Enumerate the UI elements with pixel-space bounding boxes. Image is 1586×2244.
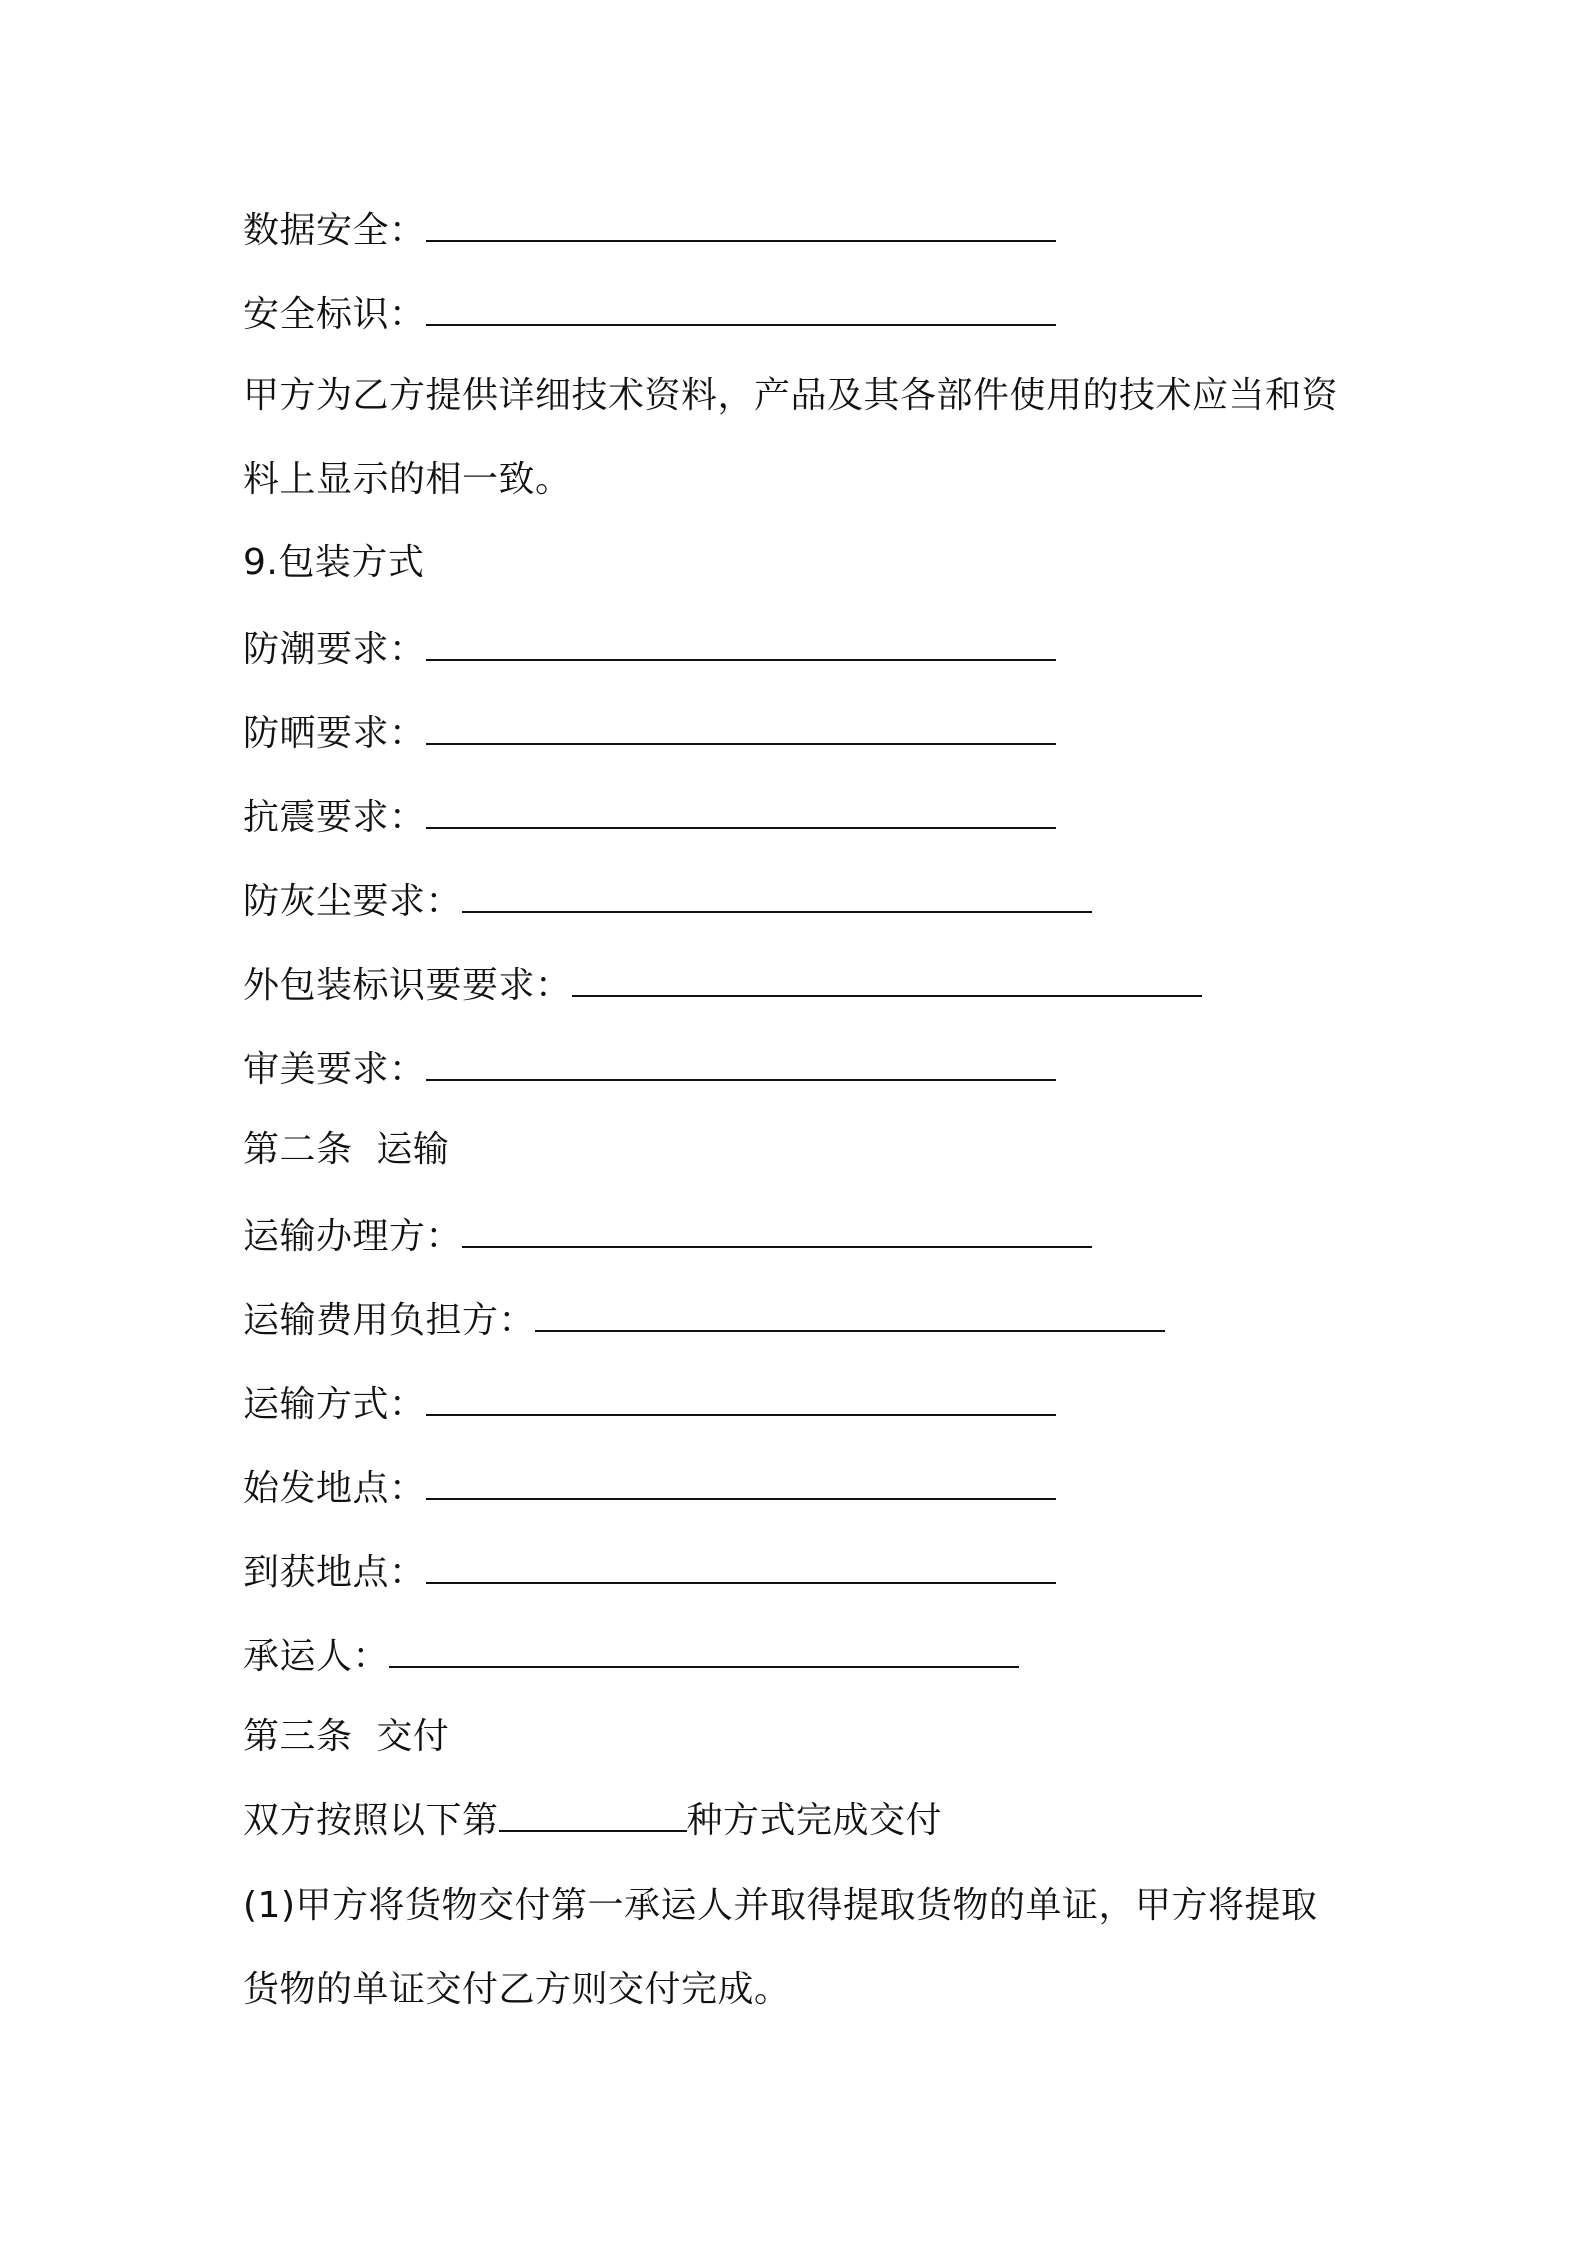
field-label: 外包装标识要要求： (243, 965, 572, 1006)
paragraph-line (243, 1968, 791, 2012)
fill-blank[interactable] (426, 294, 1056, 326)
fill-blank[interactable] (389, 1636, 1019, 1668)
article-heading-transport (243, 1128, 449, 1172)
fill-blank[interactable] (426, 210, 1056, 242)
field-shock-req (243, 796, 1056, 840)
fill-blank[interactable] (462, 881, 1092, 913)
heading-text: 第三条 交付 (243, 1716, 450, 1757)
field-label: 防潮要求： (243, 629, 426, 670)
field-label: 防晒要求： (243, 713, 426, 754)
field-sun-req (243, 712, 1056, 756)
heading-text: 第二条 运输 (243, 1129, 450, 1170)
field-outer-package-mark-req (243, 964, 1202, 1008)
fill-blank[interactable] (426, 629, 1056, 661)
field-label: 始发地点： (243, 1468, 426, 1509)
field-aesthetic-req (243, 1048, 1056, 1092)
fill-blank[interactable] (572, 965, 1202, 997)
field-transport-handler (243, 1215, 1092, 1259)
sentence-end: 种方式完成交付 (686, 1800, 943, 1841)
sentence-start: 双方按照以下第 (243, 1800, 499, 1841)
field-destination (243, 1551, 1056, 1595)
fill-blank[interactable] (426, 1384, 1056, 1416)
section-heading (243, 541, 424, 585)
field-label: 承运人： (243, 1636, 390, 1677)
field-label: 运输费用负担方： (243, 1300, 536, 1341)
fill-blank[interactable] (426, 797, 1056, 829)
paragraph-text: 料上显示的相一致。 (243, 459, 572, 500)
paragraph-line (243, 374, 1338, 418)
paragraph-line (243, 458, 572, 502)
paragraph-text: 货物的单证交付乙方则交付完成。 (243, 1969, 791, 2010)
fill-blank[interactable] (535, 1300, 1165, 1332)
field-data-security (243, 209, 1056, 253)
field-label: 安全标识： (243, 294, 426, 335)
fill-blank[interactable] (462, 1216, 1092, 1248)
heading-text: 9.包装方式 (243, 542, 425, 583)
field-label: 数据安全： (243, 210, 426, 251)
fill-blank[interactable] (426, 1552, 1056, 1584)
fill-blank[interactable] (426, 713, 1056, 745)
field-label: 到获地点： (243, 1552, 426, 1593)
fill-blank[interactable] (426, 1049, 1056, 1081)
delivery-method-sentence (243, 1799, 942, 1843)
field-safety-mark (243, 293, 1056, 337)
paragraph-text: (1)甲方将货物交付第一承运人并取得提取货物的单证，甲方将提取 (243, 1885, 1318, 1926)
method-number-blank[interactable] (499, 1800, 687, 1832)
field-label: 审美要求： (243, 1049, 426, 1090)
field-transport-mode (243, 1383, 1056, 1427)
paragraph-text: 甲方为乙方提供详细技术资料，产品及其各部件使用的技术应当和资 (243, 375, 1339, 416)
field-label: 防灰尘要求： (243, 881, 463, 922)
field-transport-cost-bearer (243, 1299, 1165, 1343)
paragraph-line (243, 1884, 1318, 1928)
field-moisture-req (243, 628, 1056, 672)
article-heading-delivery (243, 1715, 449, 1759)
fill-blank[interactable] (426, 1468, 1056, 1500)
field-label: 运输办理方： (243, 1216, 463, 1257)
field-dust-req (243, 880, 1092, 924)
field-label: 抗震要求： (243, 797, 426, 838)
field-origin (243, 1467, 1056, 1511)
field-label: 运输方式： (243, 1384, 426, 1425)
field-carrier (243, 1635, 1019, 1679)
